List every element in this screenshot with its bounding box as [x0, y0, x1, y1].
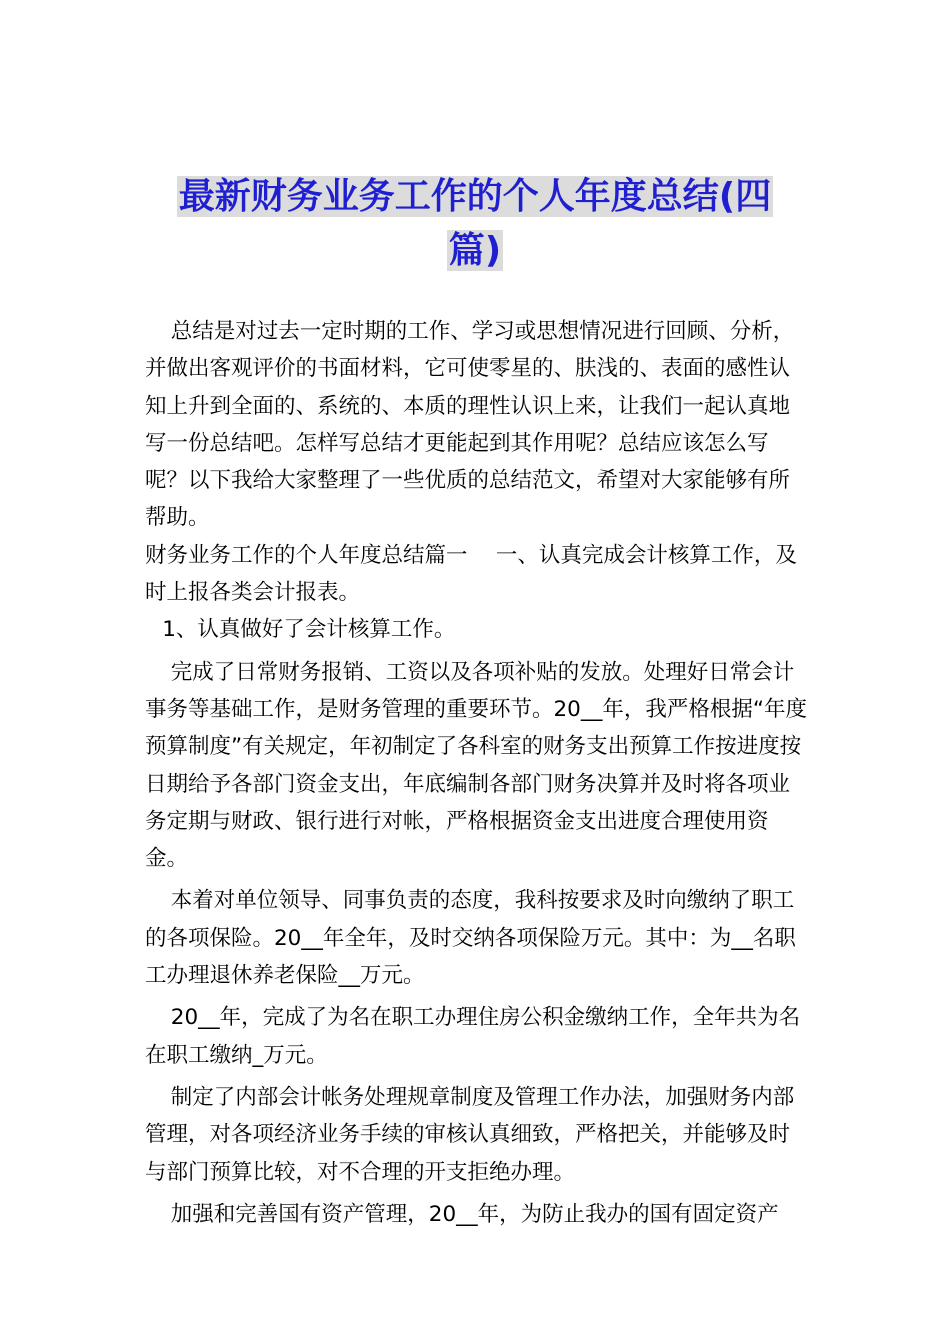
paragraph-intro: 总结是对过去一定时期的工作、学习或思想情况进行回顾、分析，并做出客观评价的书面材料，它可使零星的、肤浅的、表面的感性认知上升到全面的、系统的、本质的理性认识上来，让我们一起认真地写一份总结吧。怎样写总结才更能起到其作用呢？总结应该怎么写呢？以下我给大家整理了一些优质的总结范文，希望对大家能够有所帮助。 — [145, 319, 795, 531]
paragraph-section-heading: 财务业务工作的个人年度总结篇一 一、认真完成会计核算工作，及时上报各类会计报表。 — [145, 542, 797, 606]
paragraph-body: 加强和完善国有资产管理，20__年，为防止我办的国有固定资产 — [170, 1201, 779, 1227]
paragraph-body: 制定了内部会计帐务处理规章制度及管理工作办法，加强财务内部管理，对各项经济业务手续的审核认真细致，严格把关，并能够及时与部门预算比较，对不合理的开支拒绝办理。 — [145, 1084, 795, 1185]
title-line-1: 最新财务业务工作的个人年度总结(四 — [178, 176, 772, 217]
paragraph-body: 本着对单位领导、同事负责的态度，我科按要求及时向缴纳了职工的各项保险。20__年全年，及时交纳各项保险万元。其中：为__名职工办理退休养老保险__万元。 — [145, 888, 796, 989]
paragraph-item-1: 1、认真做好了会计核算工作。 — [162, 617, 456, 643]
title-line-2: 篇) — [448, 230, 502, 271]
paragraph-body: 20__年，完成了为名在职工办理住房公积金缴纳工作，全年共为名在职工缴纳_万元。 — [145, 1005, 801, 1068]
document-title — [100, 170, 850, 278]
document-body — [145, 313, 810, 1238]
paragraph-body: 完成了日常财务报销、工资以及各项补贴的发放。处理好日常会计事务等基础工作，是财务管理的重要环节。20__年，我严格根据“年度预算制度”有关规定，年初制定了各科室的财务支出预算工作按进度按日期给予各部门资金支出，年底编制各部门财务决算并及时将各项业务定期与财政、银行进行对帐，严格根据资金支出进度合理使用资金。 — [145, 659, 807, 872]
